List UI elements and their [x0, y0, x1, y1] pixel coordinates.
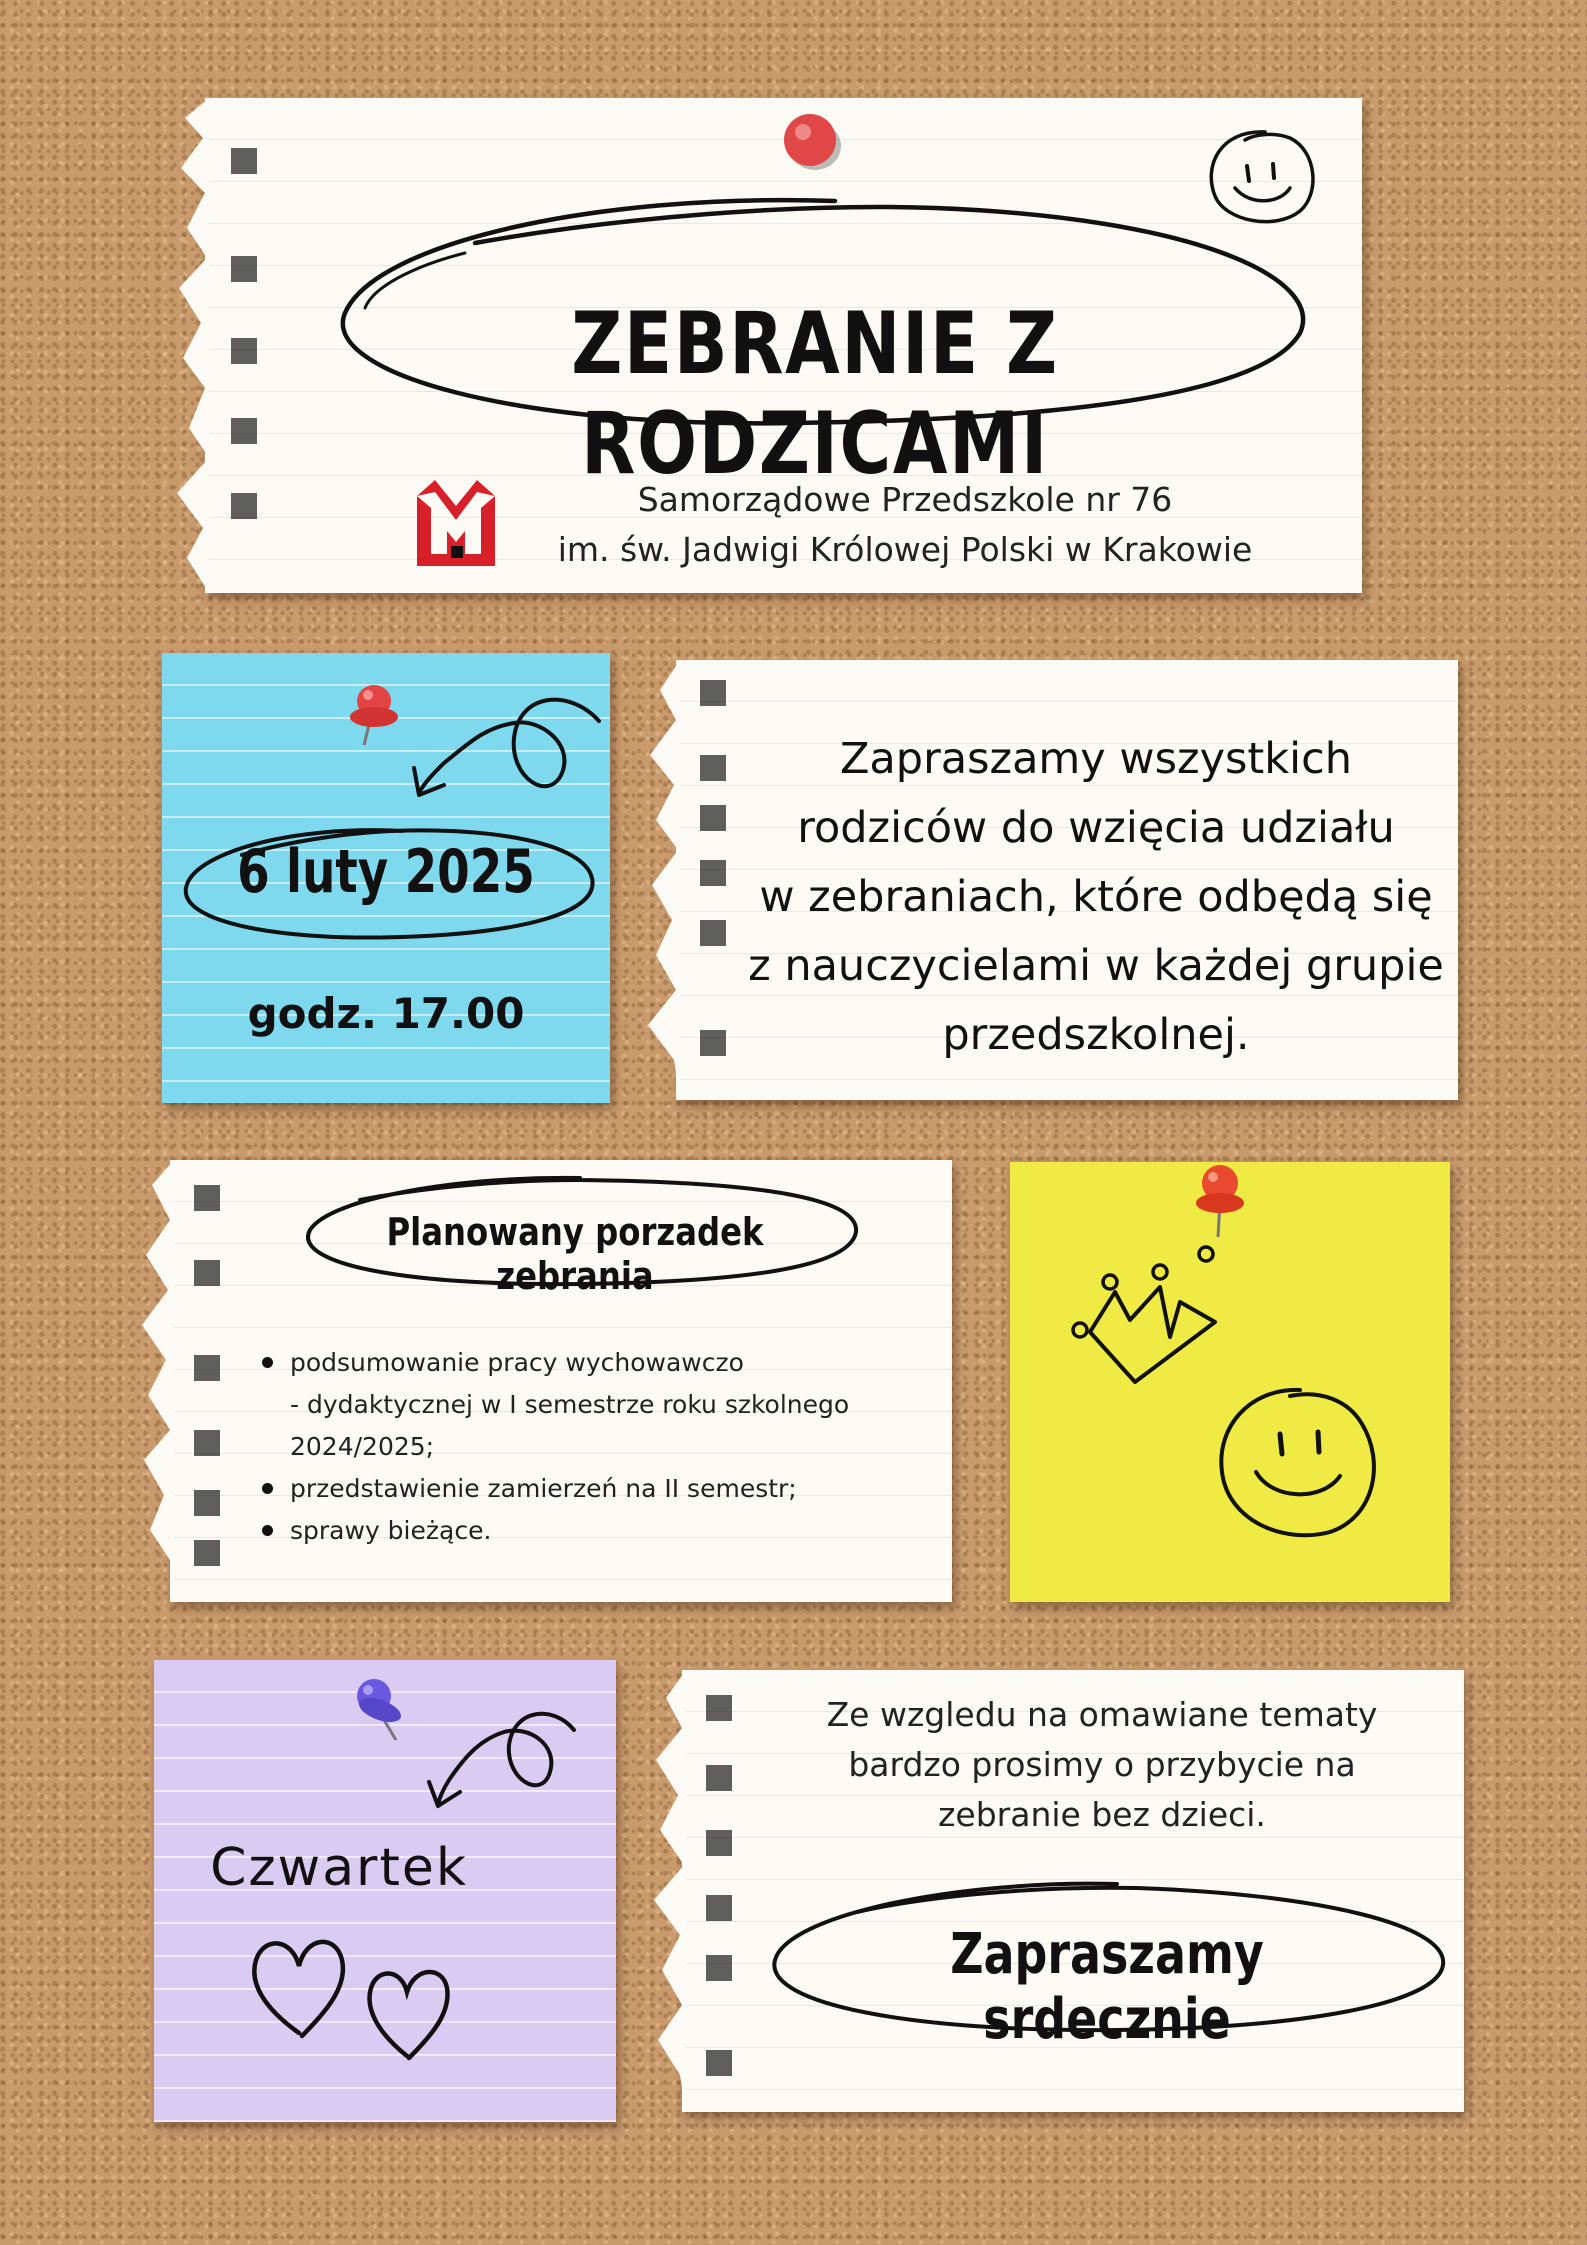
invite-line: Zapraszamy wszystkich [839, 734, 1353, 784]
closing-line: Ze wzgledu na omawiane tematy [826, 1695, 1378, 1734]
meeting-day: Czwartek [210, 1838, 468, 1898]
header-note [205, 98, 1362, 593]
invite-text [746, 725, 1446, 1070]
push-pin-icon [1190, 1157, 1250, 1242]
school-name-line1: Samorządowe Przedszkole nr 76 [637, 480, 1173, 519]
school-logo [415, 476, 497, 568]
invite-line: rodziców do wzięcia udziału [797, 803, 1395, 853]
sign-off: Zapraszamy srdecznie [950, 1922, 1264, 2052]
school-name-line2: im. św. Jadwigi Królowej Polski w Krakowie [557, 530, 1253, 569]
agenda-item: przedstawienie zamierzeń na II semestr; [290, 1468, 930, 1510]
date-note [162, 653, 610, 1103]
smiley-icon [1210, 1382, 1390, 1552]
agenda-item: sprawy bieżące. [290, 1510, 930, 1552]
torn-edge [646, 660, 680, 1100]
page-title: ZEBRANIE Z RODZICAMI [571, 294, 1059, 494]
day-note [154, 1660, 616, 2122]
binder-holes [205, 98, 275, 593]
closing-line: bardzo prosimy o przybycie na [848, 1745, 1356, 1784]
invite-note [676, 660, 1458, 1100]
meeting-time: godz. 17.00 [247, 989, 525, 1038]
torn-edge [175, 98, 209, 593]
closing-text [752, 1690, 1452, 1840]
heart-icon [244, 1928, 354, 2048]
agenda-item-text: - dydaktycznej w I semestrze roku szkolnego [290, 1390, 850, 1419]
binder-holes [676, 660, 746, 1100]
curly-arrow-icon [404, 1700, 584, 1830]
closing-note [682, 1670, 1464, 2112]
agenda-note [170, 1160, 952, 1602]
closing-line: zebranie bez dzieci. [938, 1795, 1266, 1834]
invite-line: przedszkolnej. [942, 1010, 1250, 1060]
heart-icon [359, 1958, 459, 2068]
crown-icon [1060, 1242, 1240, 1392]
torn-edge [652, 1670, 686, 2112]
push-pin-icon [777, 106, 847, 176]
agenda-item-text: 2024/2025; [290, 1432, 435, 1461]
agenda-item [290, 1342, 930, 1468]
binder-holes [170, 1160, 240, 1602]
agenda-list [270, 1342, 930, 1552]
curly-arrow-icon [374, 683, 614, 823]
agenda-heading: Planowany porzadek zebrania [386, 1210, 764, 1298]
invite-line: w zebraniach, które odbędą się [759, 872, 1433, 922]
torn-edge [140, 1160, 174, 1602]
meeting-date: 6 luty 2025 [237, 837, 535, 907]
agenda-item-text: podsumowanie pracy wychowawczo [290, 1348, 744, 1377]
yellow-note [1010, 1162, 1450, 1602]
invite-line: z nauczycielami w każdej grupie [748, 941, 1444, 991]
binder-holes [682, 1670, 752, 2112]
